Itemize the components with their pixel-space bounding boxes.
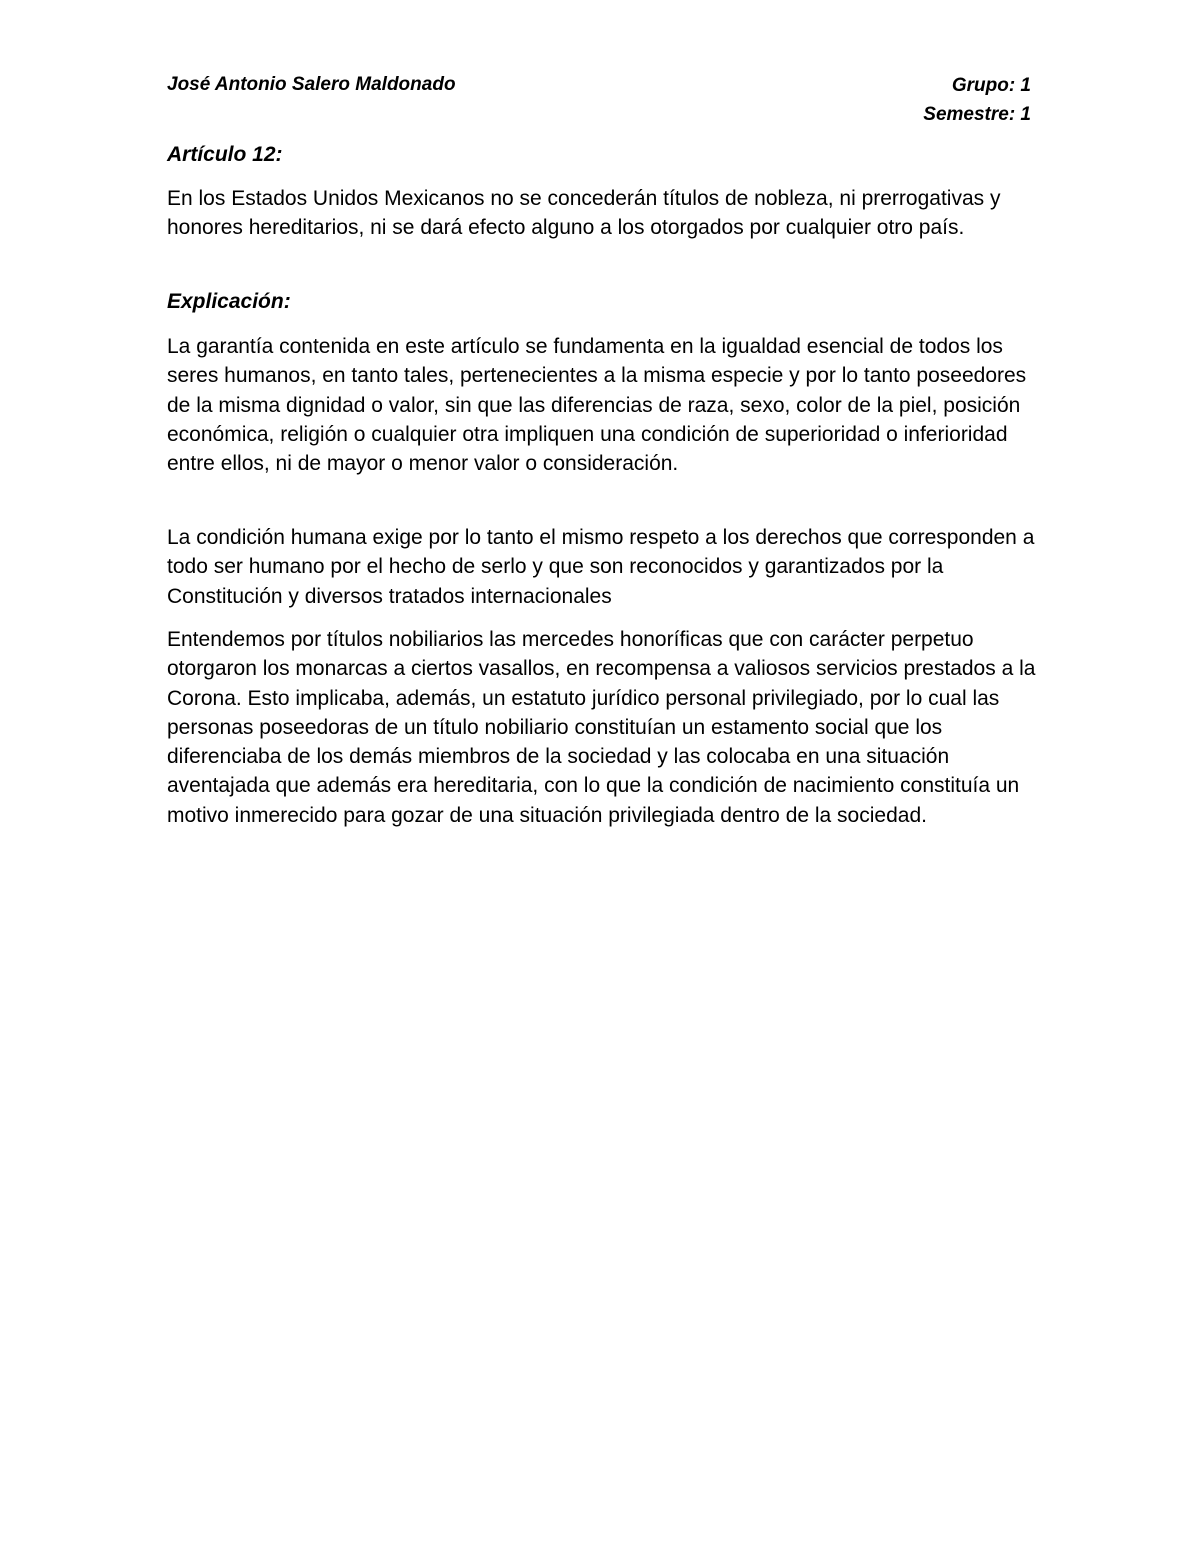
explanation-title: Explicación: xyxy=(167,290,291,313)
header-info xyxy=(923,71,1031,129)
explanation-paragraph-3: Entendemos por títulos nobiliarios las mercedes honoríficas que con carácter perpetuo otorgaron los monarcas a ciertos vasallos, en recompensa a valiosos servicios prestados a la Corona. Esto implicaba, además, un estatuto jurídico personal privilegiado, por lo cual las personas poseedoras de un título nobiliario constituían un estamento social que los diferenciaba de los demás miembros de la sociedad y las colocaba en una situación aventajada que además era hereditaria, con lo que la condición de nacimiento constituía un motivo inmerecido para gozar de una situación privilegiada dentro de la sociedad. xyxy=(167,628,1036,827)
semester-label: Semestre: 1 xyxy=(923,104,1031,125)
article-text: En los Estados Unidos Mexicanos no se concederán títulos de nobleza, ni prerrogativas y honores hereditarios, ni se dará efecto alguno a los otorgados por cualquier otro país. xyxy=(167,187,1001,240)
group-label: Grupo: 1 xyxy=(951,75,1031,96)
explanation-paragraph-2: La condición humana exige por lo tanto el mismo respeto a los derechos que corresponden a todo ser humano por el hecho de serlo y que son reconocidos y garantizados por la Constitución y diversos tratados internacionales xyxy=(167,526,1035,608)
explanation-paragraph-1: La garantía contenida en este artículo se fundamenta en la igualdad esencial de todos los seres humanos, en tanto tales, pertenecientes a la misma especie y por lo tanto poseedores de la misma dignidad o valor, sin que las diferencias de raza, sexo, color de la piel, posición económica, religión o cualquier otra impliquen una condición de superioridad o inferioridad entre ellos, ni de mayor o menor valor o consideración. xyxy=(167,335,1027,476)
article-title: Artículo 12: xyxy=(167,143,283,166)
author-name: José Antonio Salero Maldonado xyxy=(167,74,456,95)
